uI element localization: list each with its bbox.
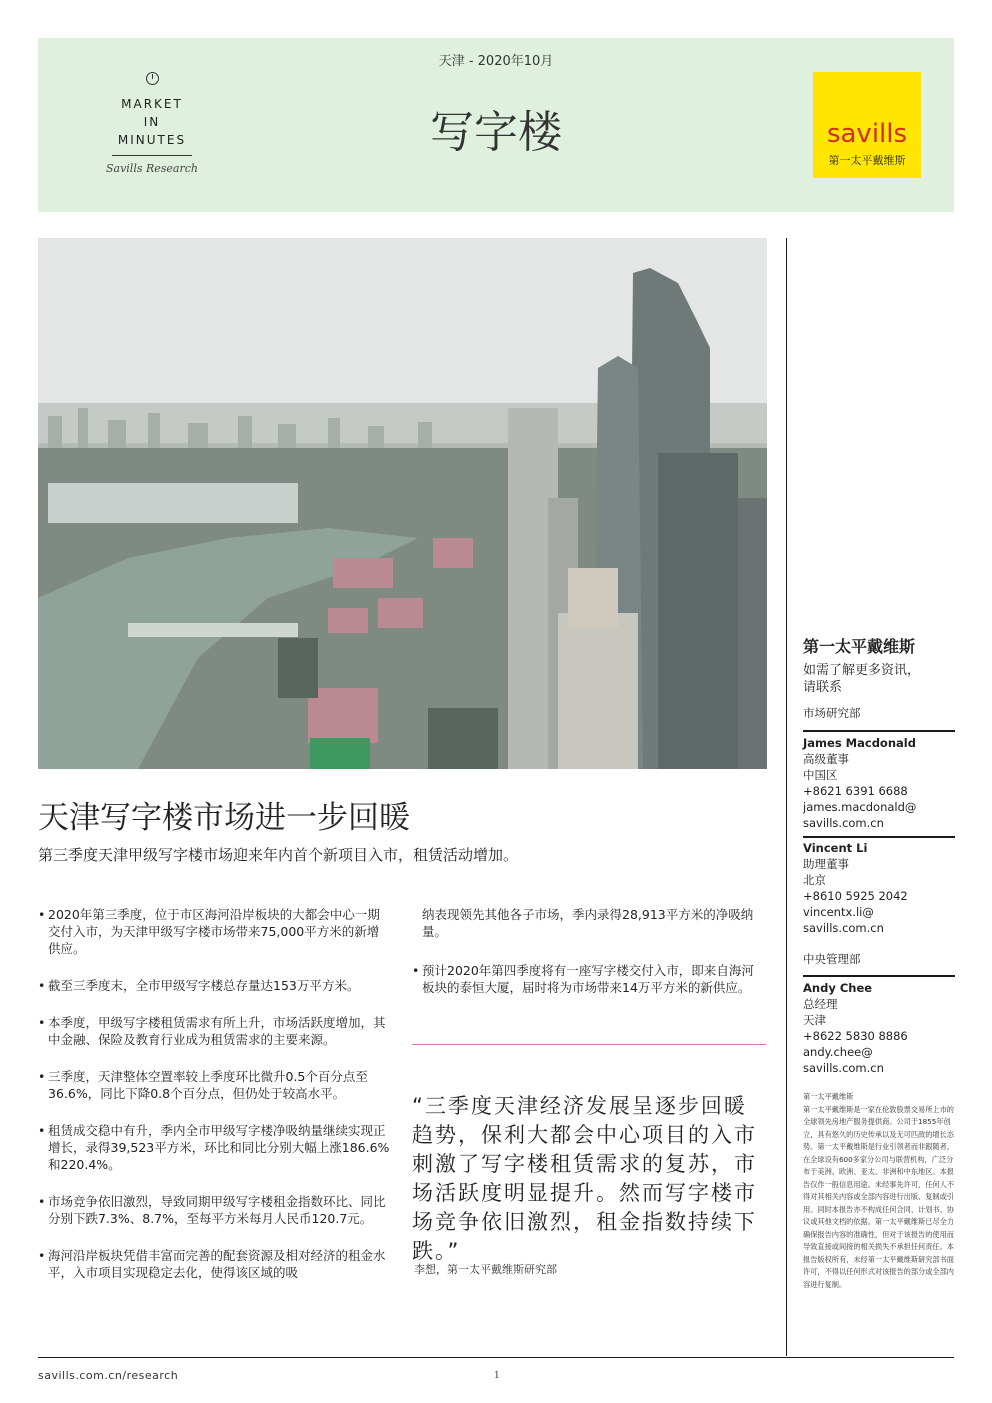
- contact-card: [803, 840, 955, 936]
- quote-divider: [412, 1044, 766, 1045]
- contact-role: 助理董事: [803, 857, 849, 871]
- savills-logo-cn: 第一太平戴维斯: [828, 154, 906, 167]
- tianjin-skyline-photo: [38, 238, 767, 769]
- contact-email[interactable]: james.macdonald@: [803, 800, 917, 814]
- bullet-item: • 截至三季度末，全市甲级写字楼总存量达153万平方米。: [38, 977, 390, 994]
- report-title: 写字楼: [430, 107, 562, 158]
- contact-email-domain[interactable]: savills.com.cn: [803, 1061, 884, 1075]
- contact-role: 总经理: [803, 997, 838, 1011]
- article-headline: 天津写字楼市场进一步回暖: [38, 800, 410, 836]
- contact-email-domain[interactable]: savills.com.cn: [803, 816, 884, 830]
- sidebar-title: 第一太平戴维斯: [803, 637, 916, 656]
- bullet-item: • 租赁成交稳中有升，季内全市甲级写字楼净吸纳量继续实现正增长，录得39,523平方米，环比和同比分别大幅上涨186.6%和220.4%。: [38, 1122, 390, 1173]
- sidebar-intro-line: 如需了解更多资讯，: [803, 663, 921, 678]
- column-divider: [786, 238, 787, 1356]
- article-subhead: 第三季度天津甲级写字楼市场迎来年内首个新项目入市，租赁活动增加。: [38, 846, 519, 864]
- key-points-column-2-list: [412, 962, 766, 1016]
- contact-email-domain[interactable]: savills.com.cn: [803, 921, 884, 935]
- bullet-item: • 预计2020年第四季度将有一座写字楼交付入市，即来自海河板块的泰恒大厦，届时将为市场带来14万平方米的新供应。: [412, 962, 766, 996]
- key-points-column-1: [38, 906, 390, 1301]
- contact-region: 中国区: [803, 768, 838, 782]
- contact-email[interactable]: andy.chee@: [803, 1045, 873, 1059]
- contact-phone[interactable]: +8621 6391 6688: [803, 784, 908, 798]
- sidebar-intro-line: 请联系: [803, 680, 843, 695]
- disclaimer-title: 第一太平戴维斯: [803, 1092, 854, 1101]
- footer-divider: [38, 1357, 954, 1358]
- bullet-item: • 本季度，甲级写字楼租赁需求有所上升，市场活跃度增加，其中金融、保险及教育行业成为租赁需求的主要来源。: [38, 1014, 390, 1048]
- key-points-column-2: [412, 906, 766, 960]
- contact-card: [803, 735, 955, 831]
- contact-divider: [803, 975, 955, 977]
- report-header: [38, 38, 954, 212]
- contact-region: 北京: [803, 873, 826, 887]
- footer-url[interactable]: savills.com.cn/research: [38, 1369, 179, 1382]
- mim-subtitle: Savills Research: [105, 162, 198, 175]
- contact-role: 高级董事: [803, 752, 849, 766]
- section-central: 中央管理部: [803, 952, 861, 966]
- mim-word-market: MARKET: [121, 97, 183, 111]
- section-research: 市场研究部: [803, 706, 861, 720]
- contact-divider: [803, 836, 955, 838]
- bullet-item: • 三季度，天津整体空置率较上季度环比微升0.5个百分点至36.6%，同比下降0.8个百分点，但仍处于较高水平。: [38, 1068, 390, 1102]
- contact-name: Vincent Li: [803, 841, 868, 855]
- quote-attribution: 李想，第一太平戴维斯研究部: [414, 1263, 557, 1276]
- bullet-item: • 海河沿岸板块凭借丰富而完善的配套资源及相对经济的租金水平，入市项目实现稳定去化，使得该区域的吸: [38, 1247, 390, 1281]
- sidebar-intro: [803, 662, 955, 696]
- pull-quote: “三季度天津经济发展呈逐步回暖趋势，保利大都会中心项目的入市刺激了写字楼租赁需求的复苏，市场活跃度明显提升。然而写字楼市场竞争依旧激烈，租金指数持续下跌。”: [412, 1094, 757, 1263]
- mim-word-minutes: MINUTES: [117, 133, 187, 147]
- contact-name: James Macdonald: [803, 736, 916, 750]
- disclaimer-body: 第一太平戴维斯是一家在伦敦股票交易所上市的全球领先房地产服务提供商。公司于1855年创立，具有悠久的历史传承以及无可匹敌的增长态势。第一太平戴维斯是行业引领者而非跟随者，在全球设有600多家分公司与联营机构，广泛分布于美洲、欧洲、亚太、非洲和中东地区。本报告仅作一般信息用途。未经事先许可，任何人不得对其相关内容或全部内容进行出版、复制或引用。同时本报告亦不构成任何合同、计划书、协议或其他文档的依据。第一太平戴维斯已尽全力确保报告内容的准确性，但对于该报告的使用而导致直接或间接的相关损失不承担任何责任。本报告版权所有，未经第一太平戴维斯研究部书面许可，不得以任何形式对该报告的部分或全部内容进行复制。: [803, 1104, 954, 1289]
- contact-phone[interactable]: +8622 5830 8886: [803, 1029, 908, 1043]
- skyline-illustration: [38, 238, 767, 769]
- bullet-continuation: 纳表现领先其他各子市场，季内录得28,913平方米的净吸纳量。: [422, 907, 754, 939]
- savills-logo: [813, 72, 921, 178]
- contact-region: 天津: [803, 1013, 826, 1027]
- contact-email[interactable]: vincentx.li@: [803, 905, 874, 919]
- contact-divider: [803, 730, 955, 732]
- contact-card: [803, 980, 955, 1076]
- mim-word-in: IN: [143, 115, 161, 129]
- disclaimer: [803, 1091, 955, 1291]
- clock-icon: [146, 72, 159, 85]
- report-date: 天津 - 2020年10月: [438, 54, 554, 69]
- bullet-item: • 市场竞争依旧激烈，导致同期甲级写字楼租金指数环比、同比分别下跌7.3%、8.7%，至每平方米每月人民币120.7元。: [38, 1193, 390, 1227]
- bullet-item: • 2020年第三季度，位于市区海河沿岸板块的大都会中心一期交付入市，为天津甲级写字楼市场带来75,000平方米的新增供应。: [38, 906, 390, 957]
- savills-logo-brand: savills: [826, 119, 908, 149]
- contact-name: Andy Chee: [803, 981, 873, 995]
- contact-phone[interactable]: +8610 5925 2042: [803, 889, 908, 903]
- page-number: 1: [494, 1371, 500, 1381]
